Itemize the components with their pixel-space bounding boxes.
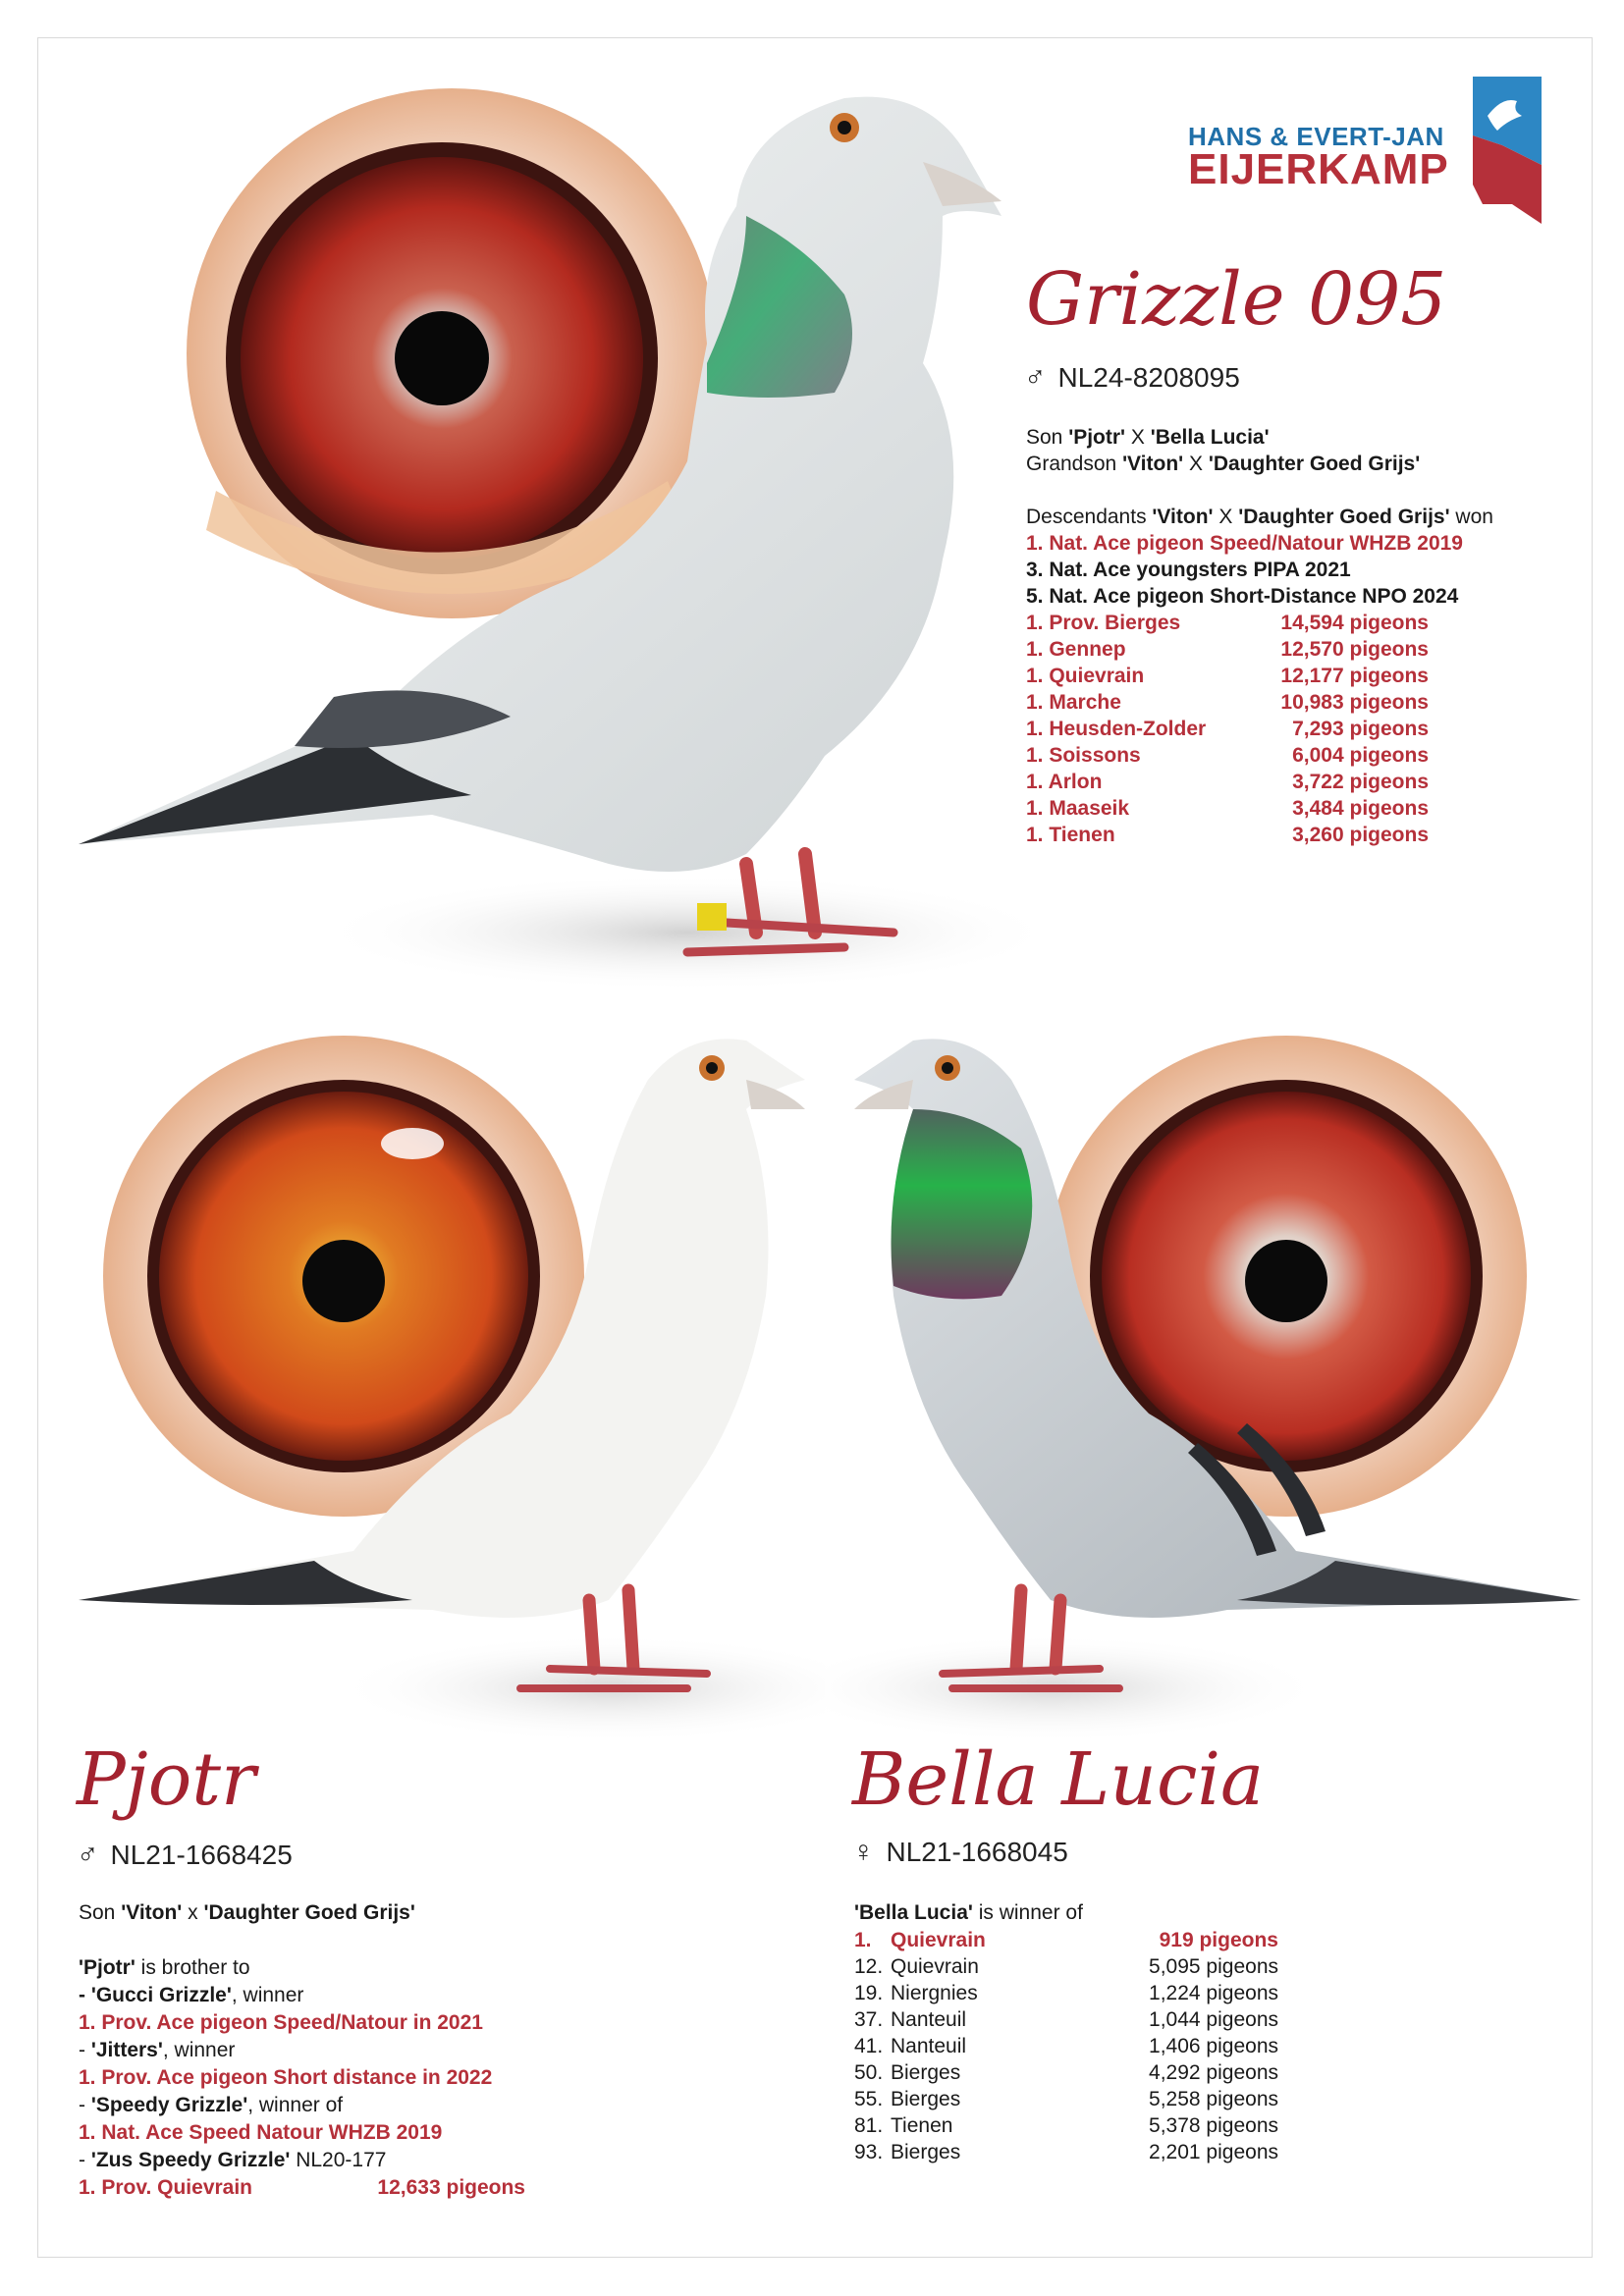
- bella-lucia-ring: [852, 1836, 1068, 1869]
- list-item: 1. Marche 10,983 pigeons: [1026, 691, 1429, 714]
- top-eye-and-pigeon-image: [59, 69, 1041, 1011]
- brand-logo: [1159, 77, 1542, 224]
- pjotr-son-line: Son 'Viton' x 'Daughter Goed Grijs': [79, 1901, 415, 1924]
- bella-lucia-name: Bella Lucia: [852, 1737, 1265, 1822]
- pjotr-line-2: 1. Prov. Ace pigeon Speed/Natour in 2021: [79, 2011, 483, 2034]
- top-highlight-1: 1. Nat. Ace pigeon Speed/Natour WHZB 2019: [1026, 532, 1463, 555]
- list-item: 1. Gennep 12,570 pigeons: [1026, 638, 1429, 661]
- list-item: 93. Bierges 2,201 pigeons: [854, 2141, 1278, 2163]
- bella-lucia-results-list: [854, 1927, 1278, 2165]
- pjotr-ring: [77, 1839, 293, 1872]
- list-item: 1. Quievrain 12,177 pigeons: [1026, 665, 1429, 687]
- bella-lucia-ring-number: NL21-1668045: [886, 1837, 1068, 1867]
- top-pigeon-name: Grizzle 095: [1026, 257, 1447, 342]
- list-item: 1. Prov. Quievrain 12,633 pigeons: [79, 2176, 525, 2199]
- bella-lucia-eye-and-pigeon-image: [825, 1001, 1591, 1747]
- list-item: 37. Nanteuil 1,044 pigeons: [854, 2008, 1278, 2031]
- list-item: 41. Nanteuil 1,406 pigeons: [854, 2035, 1278, 2057]
- bella-lucia-winner-line: 'Bella Lucia' is winner of: [854, 1901, 1083, 1924]
- logo-line-2: EIJERKAMP: [1188, 145, 1449, 193]
- list-item: 1. Quievrain 919 pigeons: [854, 1929, 1278, 1951]
- top-highlight-2: 3. Nat. Ace youngsters PIPA 2021: [1026, 559, 1351, 581]
- list-item: 1. Arlon 3,722 pigeons: [1026, 771, 1429, 793]
- list-item: 12. Quievrain 5,095 pigeons: [854, 1955, 1278, 1978]
- pjotr-brother-line: 'Pjotr' is brother to: [79, 1956, 250, 1979]
- list-item: 1. Heusden-Zolder 7,293 pigeons: [1026, 718, 1429, 740]
- male-symbol-icon: ♂: [77, 1839, 99, 1871]
- list-item: 50. Bierges 4,292 pigeons: [854, 2061, 1278, 2084]
- pjotr-line-4: 1. Prov. Ace pigeon Short distance in 2022: [79, 2066, 493, 2089]
- list-item: 81. Tienen 5,378 pigeons: [854, 2114, 1278, 2137]
- logo-line-1: HANS & EVERT-JAN: [1188, 122, 1444, 151]
- top-ring-number: NL24-8208095: [1057, 362, 1240, 393]
- pjotr-line-6: 1. Nat. Ace Speed Natour WHZB 2019: [79, 2121, 443, 2144]
- logo-pigeon-mark-icon: [1443, 77, 1542, 224]
- pjotr-line-3: - 'Jitters', winner: [79, 2039, 236, 2061]
- top-descendants-line: Descendants 'Viton' X 'Daughter Goed Grijs' won: [1026, 506, 1493, 528]
- pjotr-line-7: - 'Zus Speedy Grizzle' NL20-177: [79, 2149, 387, 2171]
- female-symbol-icon: ♀: [852, 1836, 875, 1868]
- top-grandparent-line: Grandson 'Viton' X 'Daughter Goed Grijs': [1026, 453, 1421, 475]
- list-item: 19. Niergnies 1,224 pigeons: [854, 1982, 1278, 2004]
- pjotr-line-5: - 'Speedy Grizzle', winner of: [79, 2094, 344, 2116]
- top-highlight-3: 5. Nat. Ace pigeon Short-Distance NPO 2024: [1026, 585, 1459, 608]
- list-item: 1. Prov. Bierges 14,594 pigeons: [1026, 612, 1429, 634]
- male-symbol-icon: ♂: [1024, 361, 1047, 394]
- list-item: 1. Soissons 6,004 pigeons: [1026, 744, 1429, 767]
- list-item: 55. Bierges 5,258 pigeons: [854, 2088, 1278, 2110]
- list-item: 1. Tienen 3,260 pigeons: [1026, 824, 1429, 846]
- top-pigeon-ring: [1024, 361, 1240, 395]
- pjotr-line-1: - 'Gucci Grizzle', winner: [79, 1984, 304, 2006]
- pjotr-ring-number: NL21-1668425: [110, 1840, 293, 1870]
- top-parent-line: Son 'Pjotr' X 'Bella Lucia': [1026, 426, 1270, 449]
- pjotr-name: Pjotr: [77, 1737, 256, 1822]
- pjotr-eye-and-pigeon-image: [59, 1001, 825, 1747]
- list-item: 1. Maaseik 3,484 pigeons: [1026, 797, 1429, 820]
- top-results-list: [1026, 610, 1429, 848]
- pjotr-final-result: [79, 2174, 525, 2201]
